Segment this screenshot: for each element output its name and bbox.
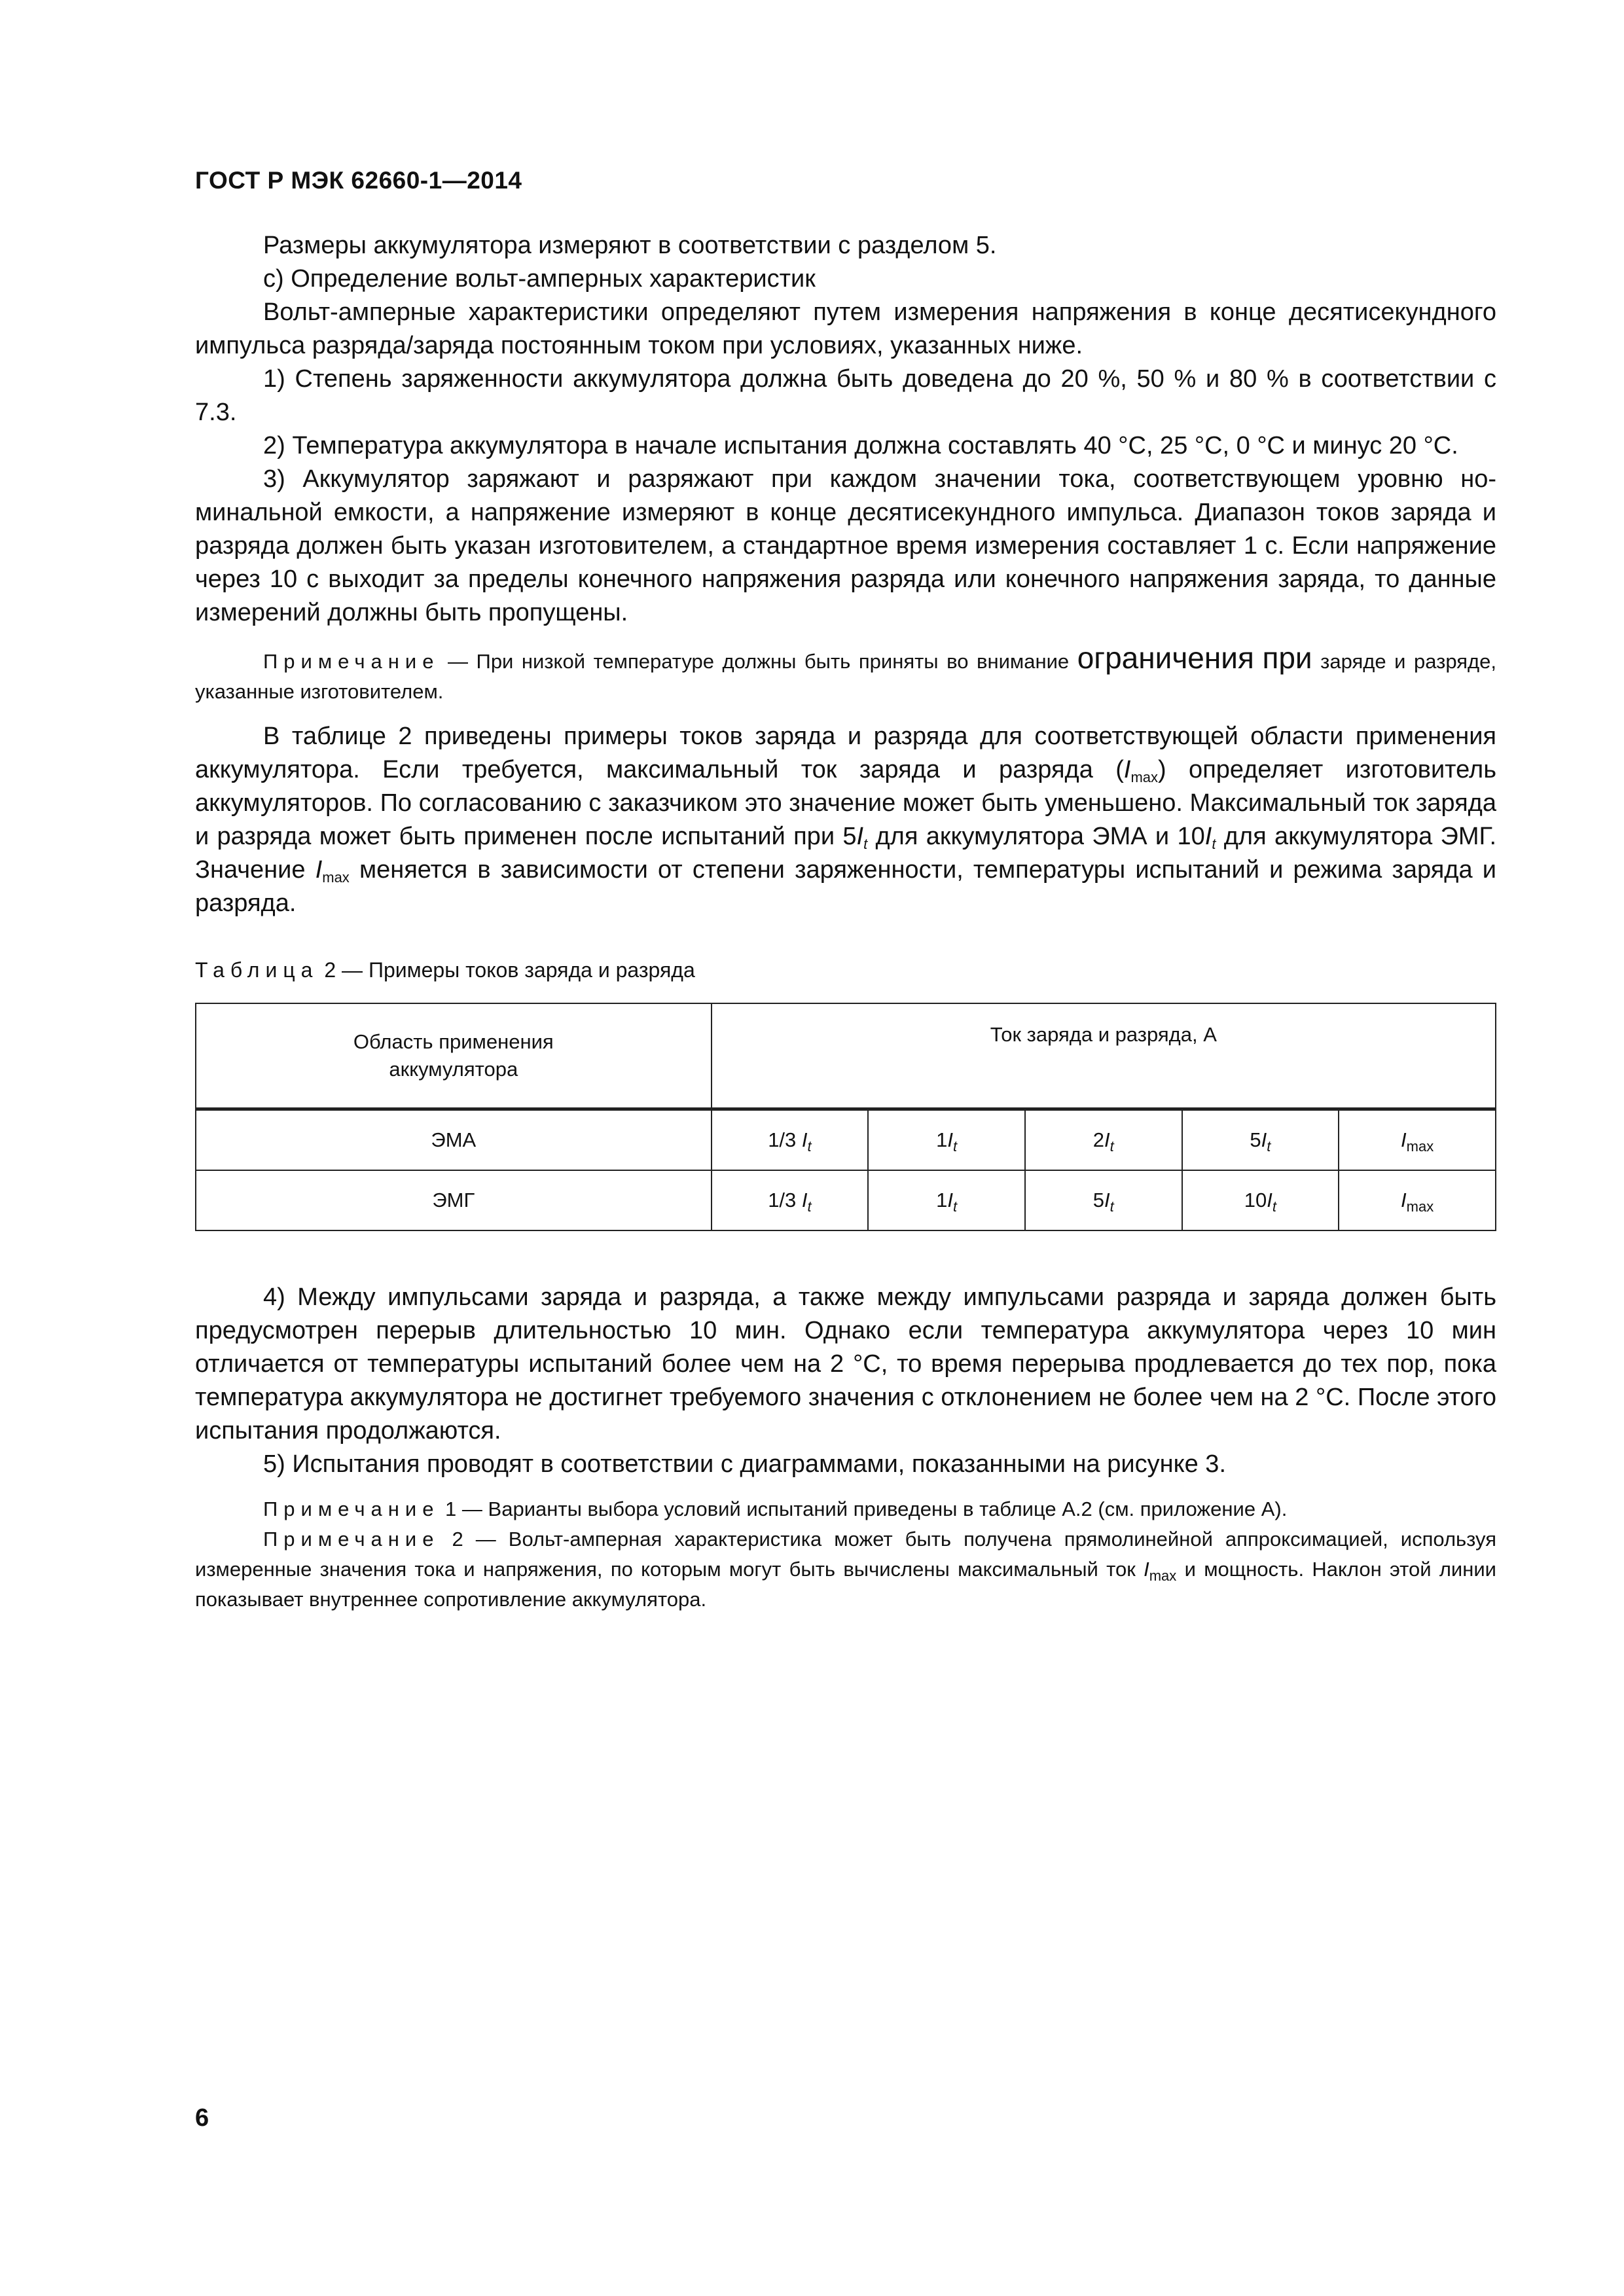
document-header: ГОСТ Р МЭК 62660-1—2014 — [195, 167, 522, 194]
paragraph-dimensions: Размеры аккумулятора измеряют в соответствии с разделом 5. — [263, 232, 997, 259]
paragraph-subsection-c: с) Определение вольт-амперных характеристик — [263, 265, 816, 293]
paragraph-table-intro: В таблице 2 приведены примеры токов заряда и разряда для соответствующей области применения аккумулятора. Если требуется, максимальный ток заряда и разряда $(I_{max})$ определяет изготовитель аккумуляторов. По согласованию с заказчиком это значение может быть уменьшено. Максимальный ток заряда и разряда может быть применен после испытаний при $5I_t$ для аккумулятора ЭМА и $10I_t$ для аккумулятора ЭМГ. Значение $I_{max}$ меняется в зависимости от степени заряженности, температуры испытаний и режима заряда и разряда. — [195, 723, 1497, 917]
note-label: Примечание — [263, 650, 440, 673]
paragraph-va-definition: Вольт-амперные характеристики определяют путем измерения напряжения в конце десятисекундного импульса разряда/заряда постоянным током при условиях, указанных ниже. — [195, 298, 1496, 359]
paragraph-item-5: 5) Испытания проводят в соответствии с диаграммами, показанными на рисунке 3. — [263, 1450, 1226, 1478]
table-cell-current: $1I_t$ — [868, 1110, 1025, 1171]
table-cell-application: ЭМА — [196, 1110, 712, 1171]
table-cell-current: $5I_t$ — [1182, 1110, 1339, 1171]
note-2: Примечание 2 — Вольт-амперная характеристика может быть получена прямолинейной аппроксимацией, используя измеренные значения тока и напряжения, по которым могут быть вычислены максимальный ток $I_{max}$ и мощность. Наклон этой линии показывает внутреннее сопротивление аккумулятора. — [195, 1528, 1496, 1611]
paragraph-item-4: 4) Между импульсами заряда и разряда, а также между импульсами разряда и заряда должен быть предусмотрен перерыв длительностью 10 мин. Однако если температура аккумулятора через 10 мин отличается от температуры испытаний более чем на 2 °С, то время перерыва продлевается до тех пор, пока температура аккумулятора не достигнет требуемого значения с отклонением не более чем на 2 °С. После этого испытания продолжаются. — [195, 1283, 1496, 1444]
document-body — [195, 229, 1496, 1615]
table-caption: Таблица 2 — Примеры токов заряда и разряда — [195, 958, 695, 982]
note-low-temperature: Примечание — При низкой температуре должны быть приняты во внимание ограничения при заряде и разряде, указанные изготовителем. — [195, 641, 1496, 703]
table-cell-current: $1I_t$ — [868, 1170, 1025, 1230]
table-cell-current: 1/3 $I_t$ — [712, 1110, 869, 1171]
table-cell-current: $2I_t$ — [1025, 1110, 1182, 1171]
table-cell-current: $I_{max}$ — [1339, 1110, 1496, 1171]
table-header-current: Ток заряда и разряда, А — [712, 1003, 1496, 1108]
table-header-row — [196, 1003, 1496, 1108]
table-cell-current: $10I_t$ — [1182, 1170, 1339, 1230]
table-cell-current: 1/3 $I_t$ — [712, 1170, 869, 1230]
table-header-application: Область применения аккумулятора — [196, 1003, 712, 1108]
table-cell-application: ЭМГ — [196, 1170, 712, 1230]
table-cell-current: $5I_t$ — [1025, 1170, 1182, 1230]
paragraph-item-1: 1) Степень заряженности аккумулятора должна быть доведена до 20 %, 50 % и 80 % в соответствии с 7.3. — [195, 365, 1496, 426]
table-row — [196, 1110, 1496, 1171]
table-cell-current: $I_{max}$ — [1339, 1170, 1496, 1230]
currents-table — [195, 1003, 1496, 1231]
note-1: Примечание 1 — Варианты выбора условий испытаний приведены в таблице А.2 (см. приложение А). — [263, 1498, 1288, 1520]
page-number: 6 — [195, 2104, 209, 2132]
paragraph-item-3: 3) Аккумулятор заряжают и разряжают при каждом значении тока, соответствующем уровню номинальной емкости, а напряжение измеряют в конце десятисекундного импульса. Диапазон токов заряда и разряда должен быть указан изготовителем, а стандартное время измерения составляет 1 с. Если напряжение через 10 с выходит за пределы конечного напряжения разряда или конечного напряжения заряда, то данные измерений должны быть пропущены. — [195, 465, 1496, 626]
paragraph-item-2: 2) Температура аккумулятора в начале испытания должна составлять 40 °С, 25 °С, 0 °С и минус 20 °С. — [263, 432, 1458, 459]
table-row — [196, 1170, 1496, 1230]
